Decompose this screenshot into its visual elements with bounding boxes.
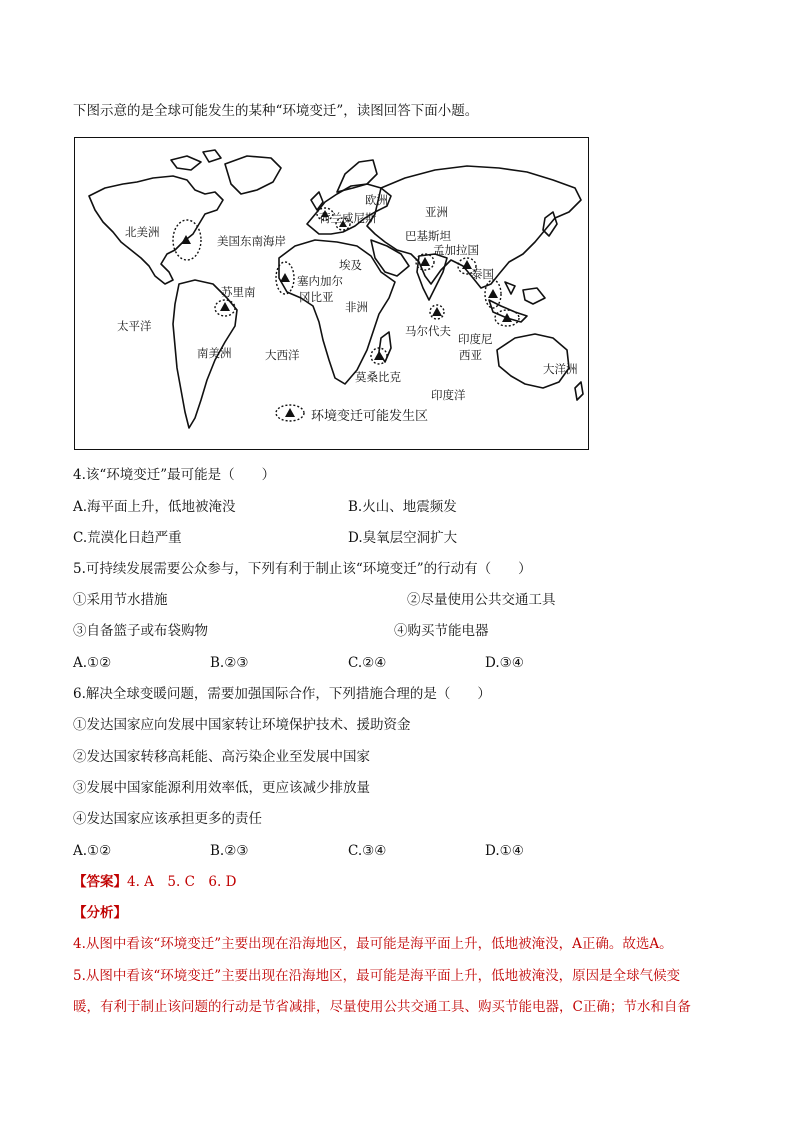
label-south-america: 南美洲 <box>197 346 232 360</box>
label-egypt: 埃及 <box>339 258 362 272</box>
triangle-marker <box>420 257 430 266</box>
scandinavia-outline <box>337 160 377 192</box>
q6-option-a: A.①② <box>73 843 112 859</box>
label-thailand: 泰国 <box>471 267 494 281</box>
q4-option-c: C.荒漠化日趋严重 <box>73 530 182 546</box>
analysis-5-line-1: 5.从图中看该“环境变迁”主要出现在沿海地区，最可能是海平面上升，低地被淹没，原因是全球气候变 <box>73 968 681 984</box>
label-bangladesh: 孟加拉国 <box>433 243 479 257</box>
india-outline <box>417 254 447 300</box>
q5-item-4: ④购买节能电器 <box>394 623 489 639</box>
triangle-marker <box>374 351 384 360</box>
label-asia: 亚洲 <box>425 205 448 219</box>
q5-option-b: B.②③ <box>210 655 249 671</box>
q5-option-d: D.③④ <box>485 655 524 671</box>
triangle-marker <box>502 313 512 322</box>
sea-islands-outline <box>489 282 545 322</box>
legend-triangle <box>285 408 295 417</box>
q6-stem: 6.解决全球变暖问题，需要加强国际合作，下列措施合理的是（ ） <box>73 686 491 702</box>
triangle-marker <box>220 302 230 311</box>
label-atlantic: 大西洋 <box>265 348 300 362</box>
triangle-marker <box>488 289 498 298</box>
label-africa: 非洲 <box>345 300 368 314</box>
q6-item-4: ④发达国家应该承担更多的责任 <box>73 811 262 827</box>
label-north-america: 北美洲 <box>125 225 160 239</box>
q6-item-1: ①发达国家应向发展中国家转让环境保护技术、援助资金 <box>73 717 411 733</box>
world-map <box>74 137 589 450</box>
q5-item-2: ②尽量使用公共交通工具 <box>407 592 556 608</box>
answer-line <box>73 872 236 892</box>
answer-text: 4. A 5. C 6. D <box>127 874 237 890</box>
label-suriname: 苏里南 <box>221 285 256 299</box>
analysis-5-line-2: 暖，有利于制止该问题的行动是节省减排，尽量使用公共交通工具、购买节能电器，C正确；节水和自备 <box>73 999 691 1015</box>
label-indonesia-1: 印度尼 <box>458 332 493 346</box>
label-us-southeast: 美国东南海岸 <box>217 234 286 248</box>
label-netherlands-venice: 荷兰威尼斯 <box>319 211 377 225</box>
label-indonesia-2: 西亚 <box>459 348 482 362</box>
australia-outline <box>497 334 569 388</box>
q6-option-d: D.①④ <box>485 843 524 859</box>
q6-option-c: C.③④ <box>348 843 387 859</box>
q5-stem: 5.可持续发展需要公众参与，下列有利于制止该“环境变迁”的行动有（ ） <box>73 561 532 577</box>
q5-item-3: ③自备篮子或布袋购物 <box>73 623 208 639</box>
q4-option-d: D.臭氧层空洞扩大 <box>348 530 458 546</box>
q4-option-a: A.海平面上升，低地被淹没 <box>73 499 236 515</box>
answer-tag: 【答案】 <box>73 874 127 890</box>
label-senegal: 塞内加尔 <box>297 274 343 288</box>
analysis-4: 4.从图中看该“环境变迁”主要出现在沿海地区，最可能是海平面上升，低地被淹没，A正确。故选A。 <box>73 936 673 952</box>
label-gambia: 冈比亚 <box>299 290 334 304</box>
label-maldives: 马尔代夫 <box>405 324 451 338</box>
legend-text: 环境变迁可能发生区 <box>311 409 429 424</box>
label-pacific: 太平洋 <box>117 319 152 333</box>
label-oceania: 大洋洲 <box>543 362 578 376</box>
label-indian-ocean: 印度洋 <box>431 388 466 402</box>
analysis-tag: 【分析】 <box>73 905 127 921</box>
label-mozambique: 莫桑比克 <box>355 370 401 384</box>
q4-stem: 4.该“环境变迁”最可能是（ ） <box>73 467 276 483</box>
q5-option-c: C.②④ <box>348 655 387 671</box>
label-europe: 欧洲 <box>365 193 388 207</box>
q4-option-b: B.火山、地震频发 <box>348 499 457 515</box>
q5-item-1: ①采用节水措施 <box>73 592 168 608</box>
label-pakistan: 巴基斯坦 <box>405 229 451 243</box>
q6-item-2: ②发达国家转移高耗能、高污染企业至发展中国家 <box>73 749 370 765</box>
triangle-marker <box>280 273 290 282</box>
intro-text: 下图示意的是全球可能发生的某种“环境变迁”，读图回答下面小题。 <box>73 103 479 119</box>
arctic-islands-outline <box>171 150 221 170</box>
q6-option-b: B.②③ <box>210 843 249 859</box>
triangle-marker <box>432 307 442 316</box>
q5-option-a: A.①② <box>73 655 112 671</box>
q6-item-3: ③发展中国家能源利用效率低，更应该减少排放量 <box>73 780 370 796</box>
greenland-outline <box>225 156 281 194</box>
new-zealand-outline <box>575 382 583 400</box>
